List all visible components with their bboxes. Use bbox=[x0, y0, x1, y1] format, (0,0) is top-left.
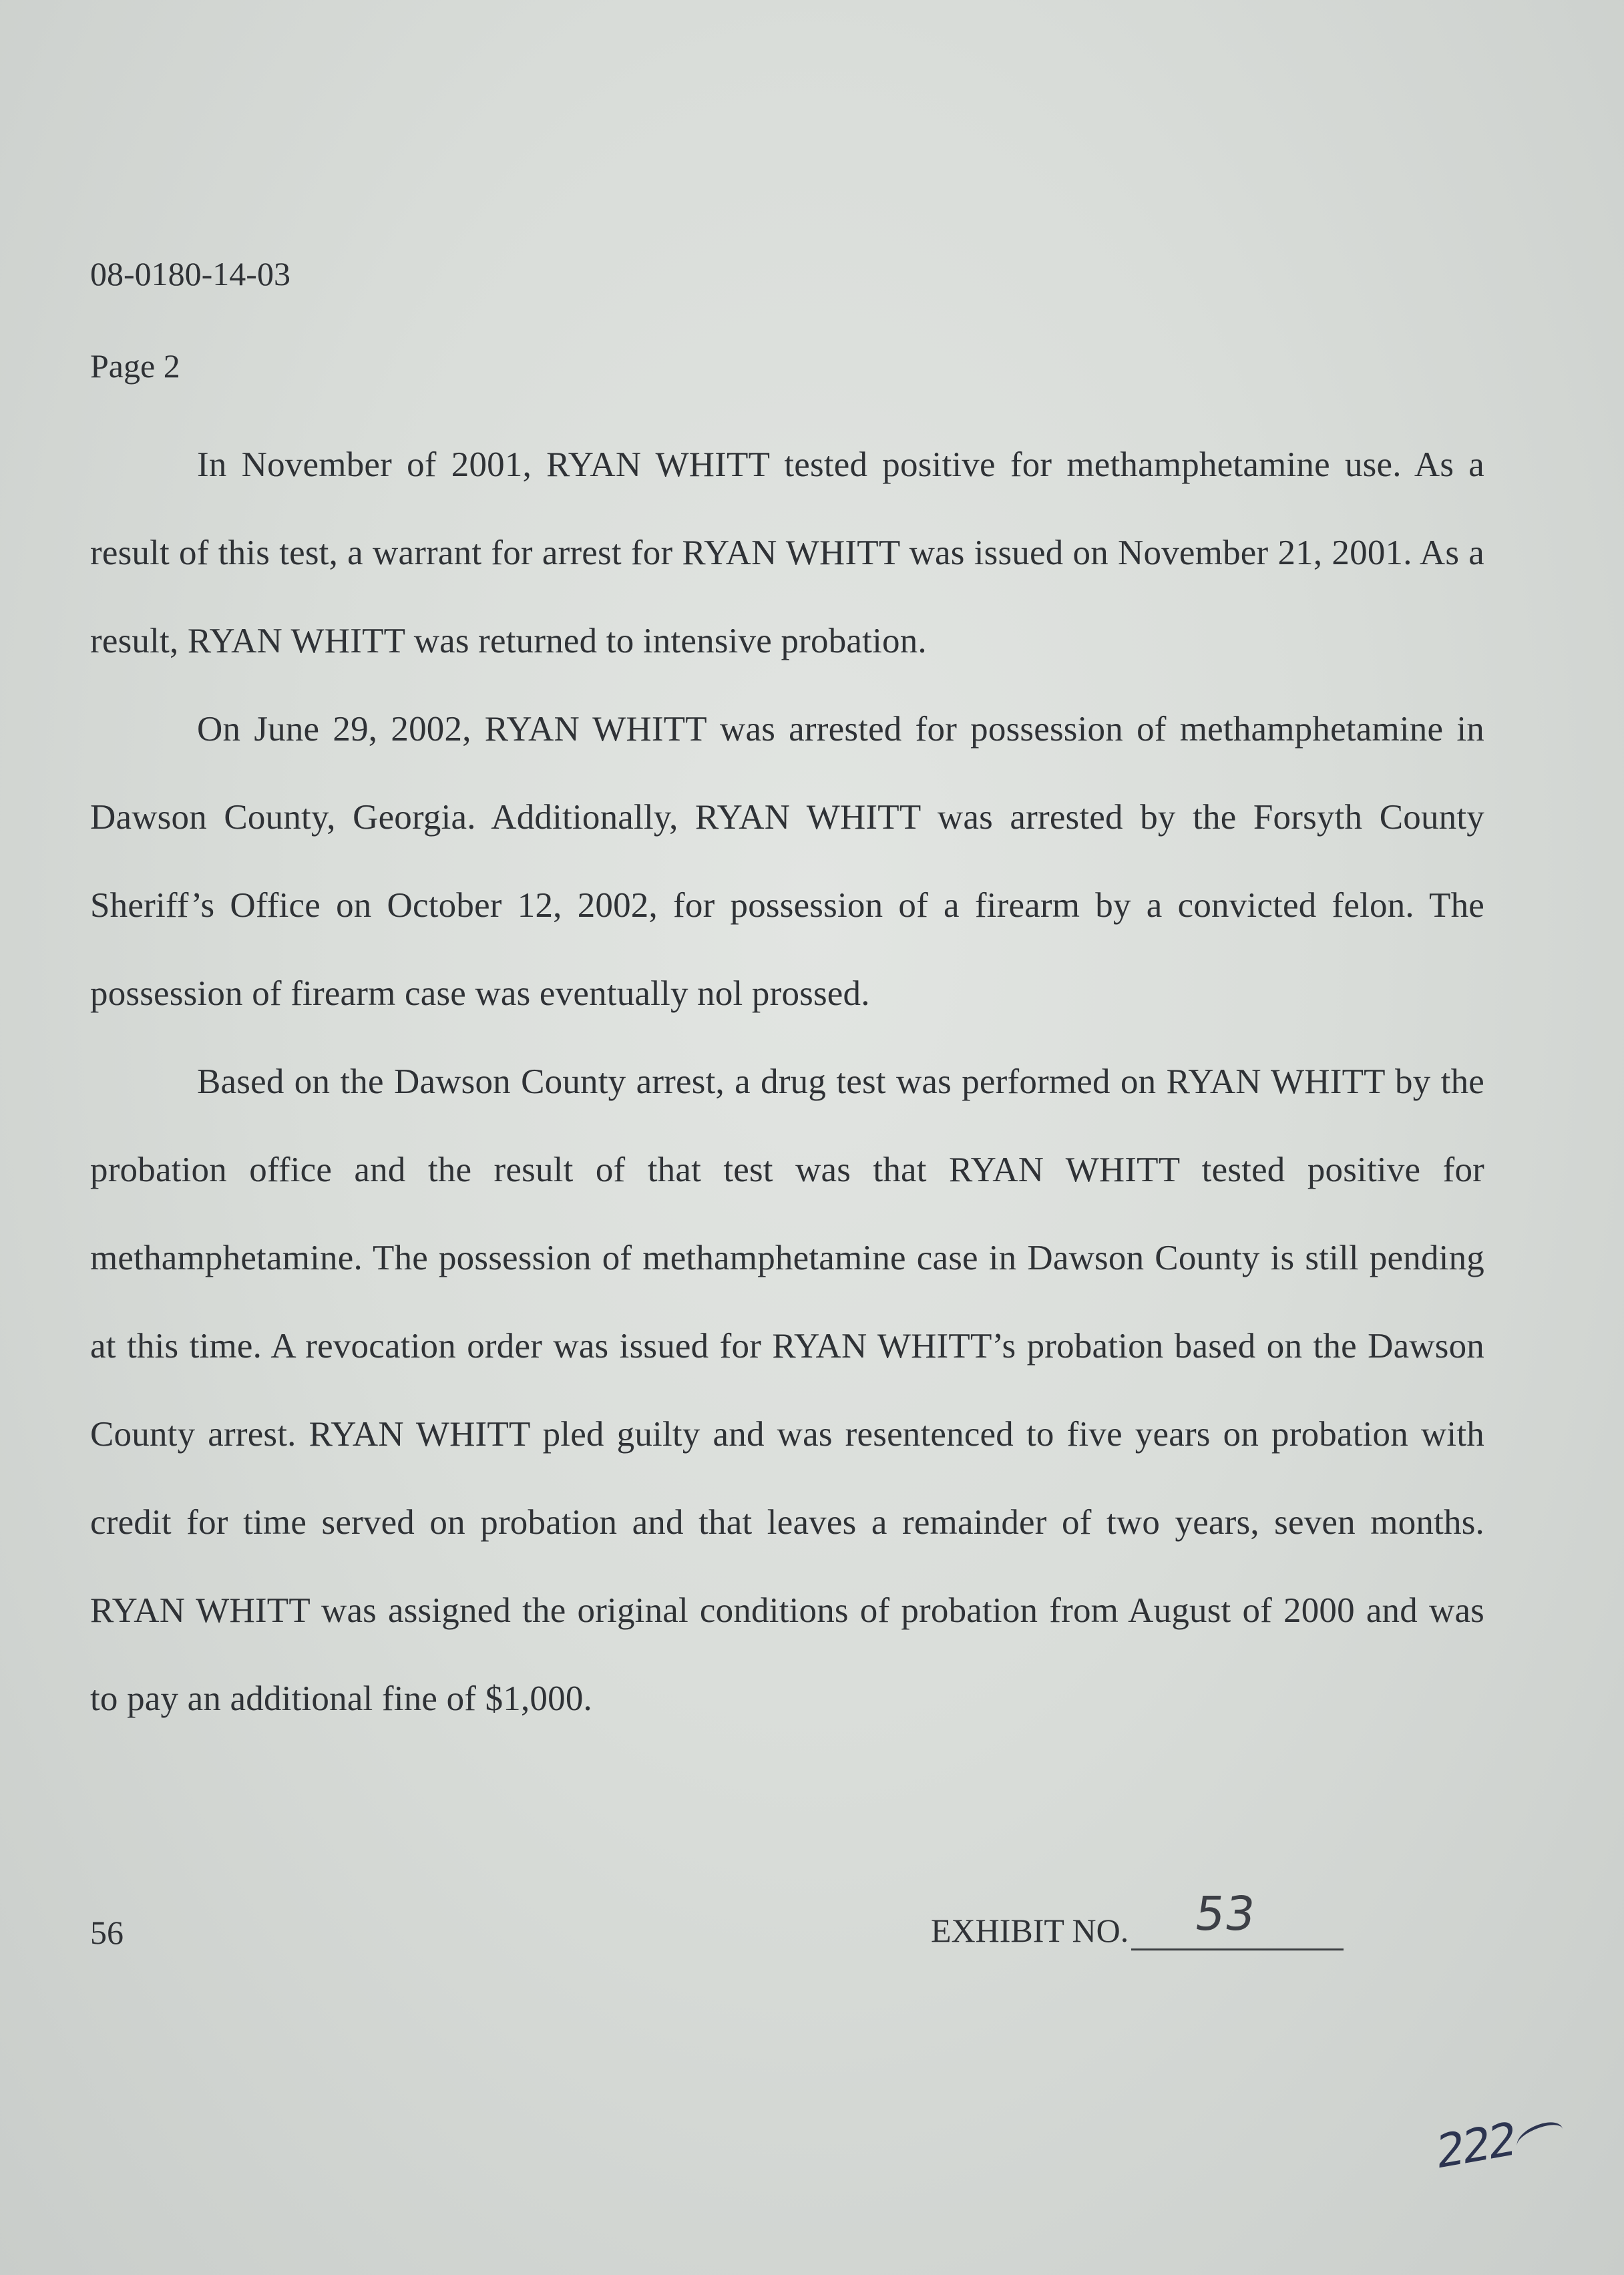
document-body bbox=[90, 421, 1484, 1743]
paragraph-3: Based on the Dawson County arrest, a drug test was performed on RYAN WHITT by the probation office and the result of that test was that RYAN WHITT tested positive for methamphetamine. The possession of methamphetamine case in Dawson County is still pending at this time. A revocation order was issued for RYAN WHITT’s probation based on the Dawson County arrest. RYAN WHITT pled guilty and was resentenced to five years on probation with credit for time served on probation and that leaves a remainder of two years, seven months. RYAN WHITT was assigned the original conditions of probation from August of 2000 and was to pay an additional fine of $1,000. bbox=[90, 1062, 1484, 1718]
paragraph-2: On June 29, 2002, RYAN WHITT was arrested for possession of methamphetamine in Dawson County, Georgia. Additionally, RYAN WHITT was arrested by the Forsyth County Sheriff’s Office on October 12, 2002, for possession of a firearm by a convicted felon. The possession of firearm case was eventually nol prossed. bbox=[90, 710, 1484, 1013]
exhibit-blank-line bbox=[1131, 1886, 1344, 1950]
handwritten-page-mark bbox=[1436, 2103, 1564, 2180]
page-label: Page 2 bbox=[90, 347, 180, 385]
exhibit-block bbox=[931, 1886, 1344, 1950]
handwritten-stroke bbox=[1515, 2117, 1565, 2158]
exhibit-number: 53 bbox=[1191, 1886, 1259, 1941]
footer-page-number: 56 bbox=[90, 1914, 124, 1951]
document-number: 08-0180-14-03 bbox=[90, 255, 290, 292]
exhibit-label: EXHIBIT NO. bbox=[931, 1912, 1129, 1949]
paragraph-1: In November of 2001, RYAN WHITT tested positive for methamphetamine use. As a result of this test, a warrant for arrest for RYAN WHITT was issued on November 21, 2001. As a result, RYAN WHITT was returned to intensive probation. bbox=[90, 445, 1484, 660]
handwritten-number: 222 bbox=[1436, 2112, 1515, 2180]
